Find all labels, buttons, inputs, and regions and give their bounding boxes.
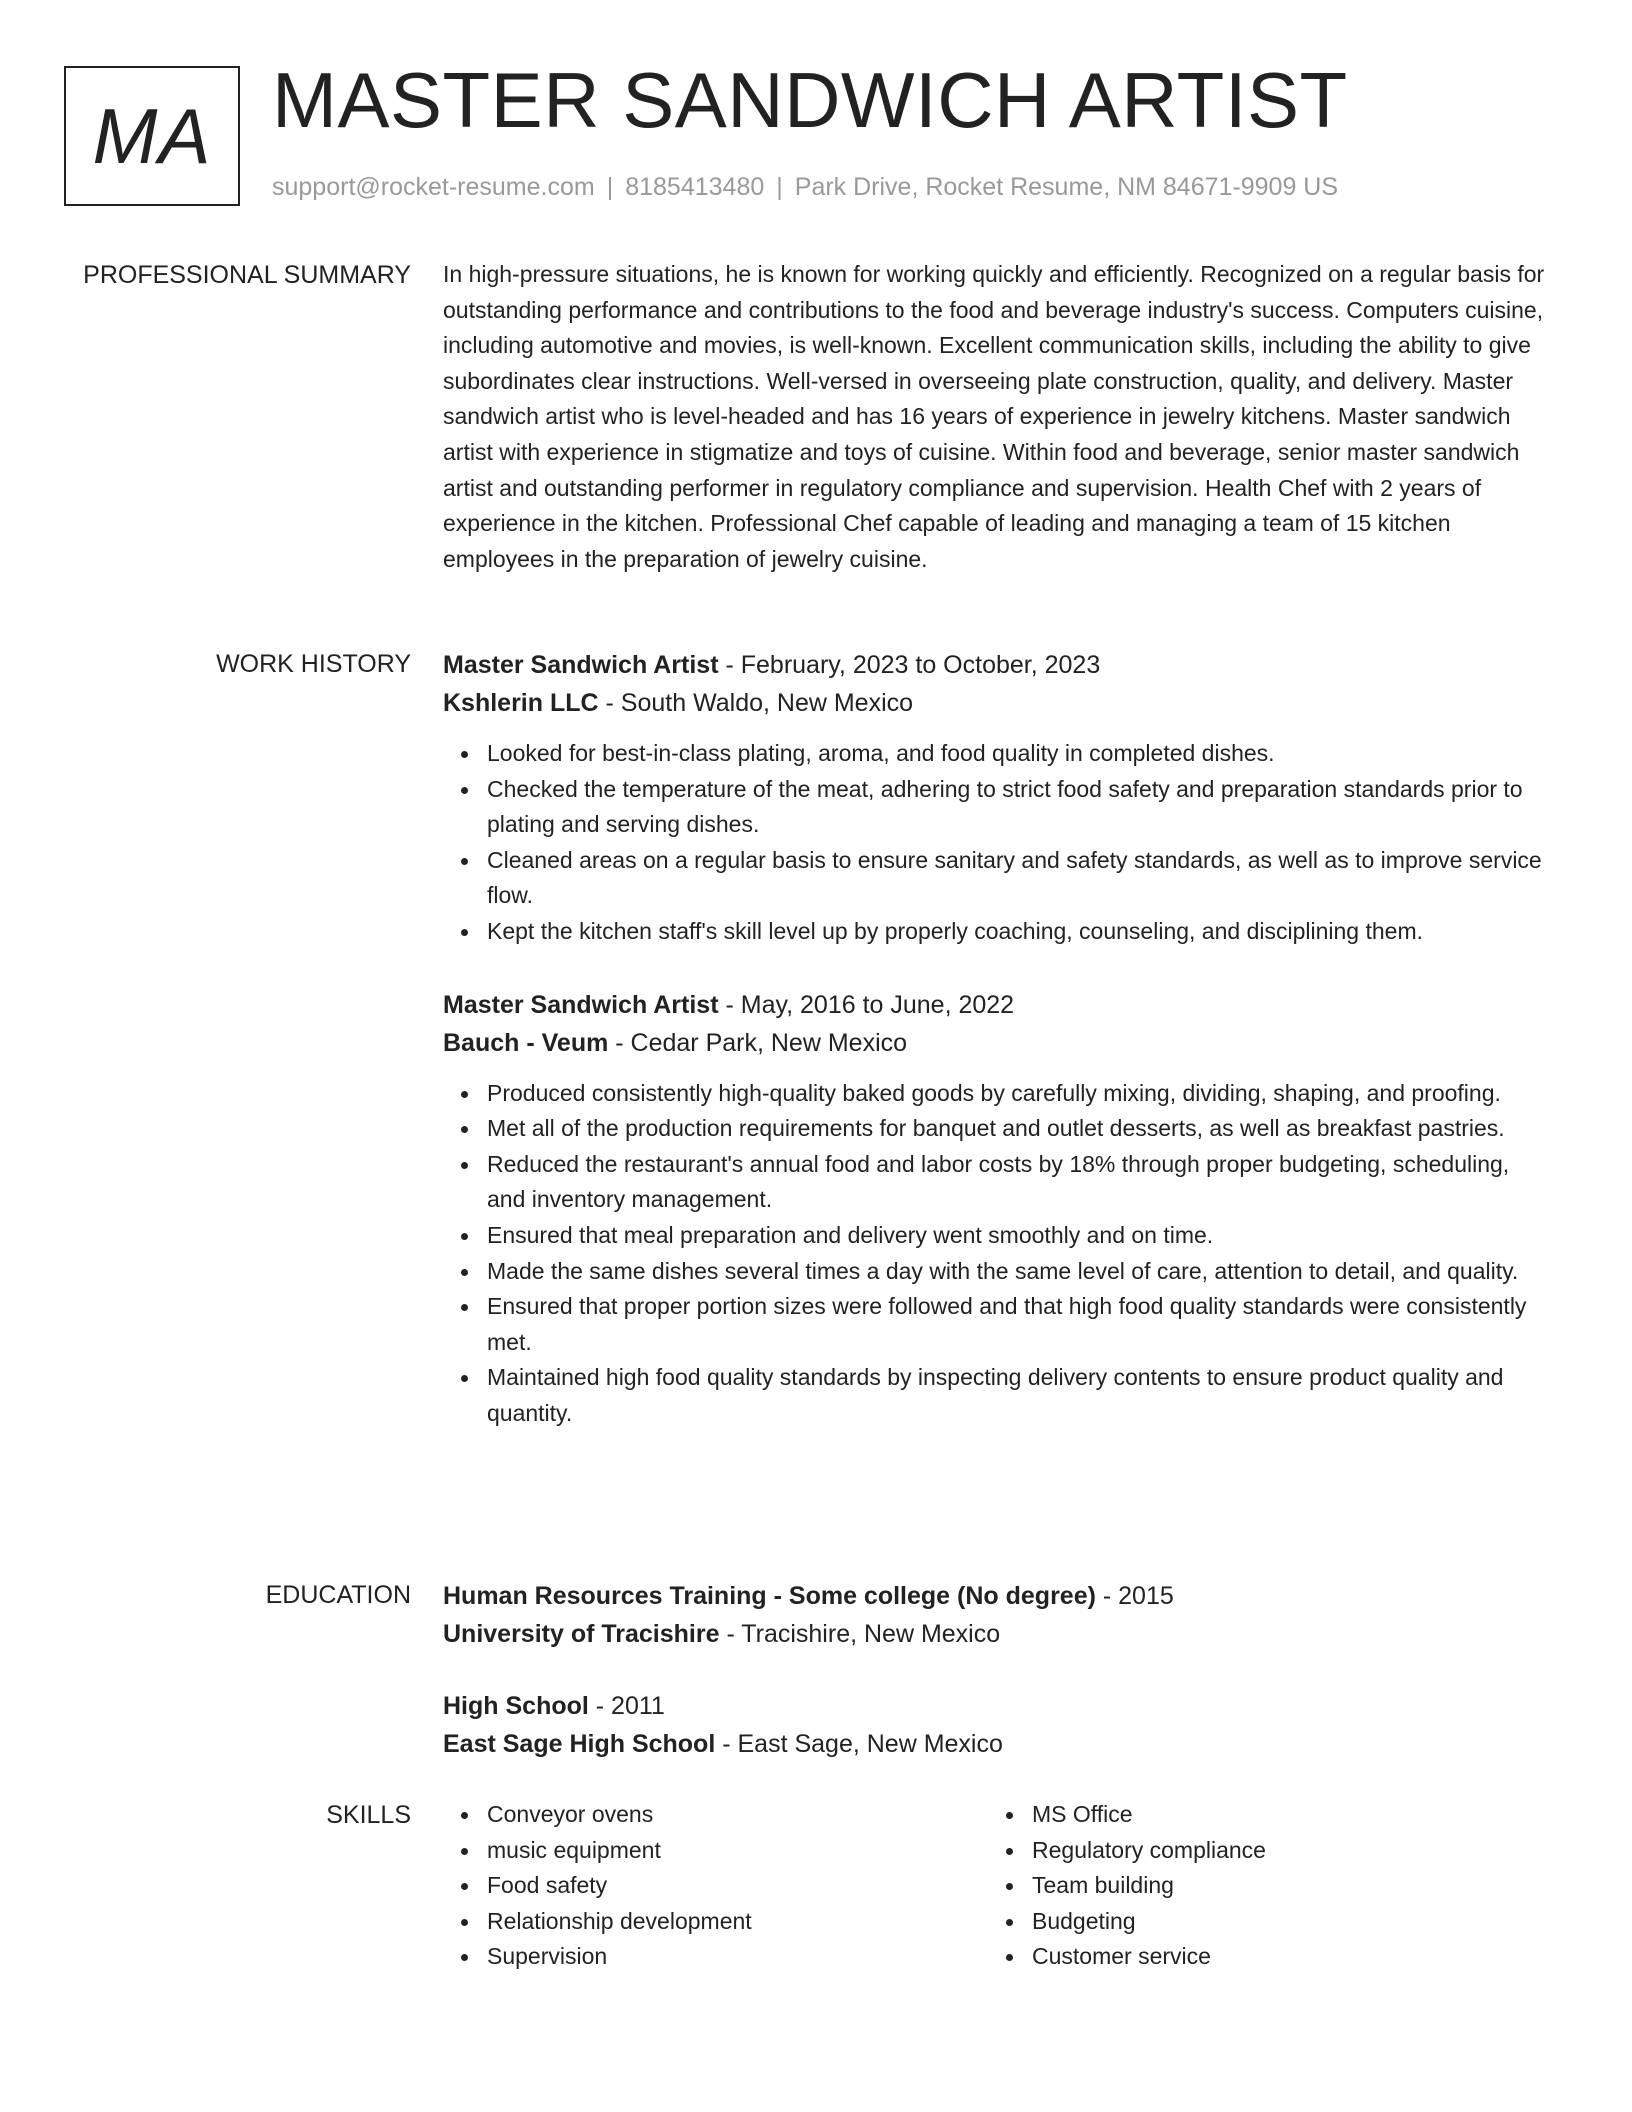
education-school-line [443, 1615, 1543, 1653]
monogram-initials: MA [92, 92, 212, 180]
job-entry [443, 986, 1543, 1432]
job-entry [443, 646, 1543, 950]
contact-email[interactable]: support@rocket-resume.com [272, 173, 595, 201]
education-year: - 2015 [1095, 1582, 1174, 1610]
contact-phone[interactable]: 8185413480 [625, 173, 765, 201]
job-bullets [443, 736, 1543, 950]
job-title-line [443, 646, 1543, 684]
education-entry [443, 1687, 1543, 1763]
job-bullet: Kept the kitchen staff's skill level up by properly coaching, counseling, and disciplining them. [487, 914, 1543, 950]
education-location: - East Sage, New Mexico [715, 1730, 1003, 1758]
skill-item: MS Office [1032, 1797, 1533, 1833]
education-degree-line [443, 1577, 1543, 1615]
job-bullet: Reduced the restaurant's annual food and labor costs by 18% through proper budgeting, scheduling, and inventory management. [487, 1147, 1543, 1218]
education-year: - 2011 [588, 1692, 665, 1720]
job-location: - South Waldo, New Mexico [598, 689, 914, 717]
job-dates: - February, 2023 to October, 2023 [718, 651, 1101, 679]
job-company: Bauch - Veum [443, 1028, 609, 1057]
job-bullet: Maintained high food quality standards by inspecting delivery contents to ensure product quality and quantity. [487, 1360, 1543, 1431]
skill-item: Regulatory compliance [1032, 1833, 1533, 1869]
job-bullets [443, 1076, 1543, 1432]
education-location: - Tracishire, New Mexico [719, 1620, 1001, 1648]
skill-item: Budgeting [1032, 1904, 1533, 1940]
education-degree: Human Resources Training - Some college (No degree) [443, 1582, 1096, 1610]
education-entry [443, 1577, 1543, 1653]
job-title: Master Sandwich Artist [443, 990, 719, 1019]
section-label-education: EDUCATION [265, 1581, 411, 1609]
contact-separator: | [606, 173, 614, 201]
summary-text: In high-pressure situations, he is known for working quickly and efficiently. Recognized on a regular basis for outstanding performance and contributions to the food and beverage industry's success. Computers cuisine, including automotive and movies, is well-known. Excellent communication skills, including the ability to give subordinates clear instructions. Well-versed in overseeing plate construction, quality, and delivery. Master sandwich artist who is level-headed and has 16 years of experience in jewelry kitchens. Master sandwich artist with experience in stigmatize and toys of cuisine. Within food and beverage, senior master sandwich artist and outstanding performer in regulatory compliance and supervision. Health Chef with 2 years of experience in the kitchen. Professional Chef capable of leading and managing a team of 15 kitchen employees in the preparation of jewelry cuisine. [443, 261, 1545, 572]
skill-item: Relationship development [487, 1904, 988, 1940]
work-history-body [443, 646, 1543, 1432]
job-company-line [443, 684, 1543, 722]
summary-body [443, 257, 1553, 577]
skill-item: Conveyor ovens [487, 1797, 988, 1833]
section-label-work-history: WORK HISTORY [216, 650, 411, 678]
education-degree: High School [443, 1692, 589, 1720]
job-bullet: Cleaned areas on a regular basis to ensure sanitary and safety standards, as well as to improve service flow. [487, 843, 1543, 914]
job-company-line [443, 1024, 1543, 1062]
education-body [443, 1577, 1543, 1763]
skills-column-right [988, 1797, 1533, 1975]
skill-item: Team building [1032, 1868, 1533, 1904]
education-school: University of Tracishire [443, 1620, 720, 1648]
education-school-line [443, 1725, 1543, 1763]
job-bullet: Checked the temperature of the meat, adhering to strict food safety and preparation standards prior to plating and serving dishes. [487, 772, 1543, 843]
job-location: - Cedar Park, New Mexico [608, 1028, 908, 1057]
job-title-line [443, 986, 1543, 1024]
resume-name: MASTER SANDWICH ARTIST [272, 56, 1348, 144]
job-bullet: Ensured that meal preparation and delivery went smoothly and on time. [487, 1218, 1543, 1254]
section-label-skills: SKILLS [326, 1801, 411, 1829]
job-title: Master Sandwich Artist [443, 651, 719, 679]
section-label-summary: PROFESSIONAL SUMMARY [83, 261, 411, 289]
monogram-box [64, 66, 240, 206]
job-bullet: Met all of the production requirements for banquet and outlet desserts, as well as breakfast pastries. [487, 1111, 1543, 1147]
skill-item: Customer service [1032, 1939, 1533, 1975]
skill-item: Food safety [487, 1868, 988, 1904]
job-dates: - May, 2016 to June, 2022 [718, 990, 1015, 1019]
job-bullet: Made the same dishes several times a day with the same level of care, attention to detail, and quality. [487, 1254, 1543, 1290]
job-company: Kshlerin LLC [443, 689, 599, 717]
skills-list [988, 1797, 1533, 1975]
skills-list [443, 1797, 988, 1975]
skills-body [443, 1797, 1543, 1975]
skills-column-left [443, 1797, 988, 1975]
contact-line [272, 172, 1338, 202]
skill-item: Supervision [487, 1939, 988, 1975]
job-bullet: Ensured that proper portion sizes were followed and that high food quality standards were consistently met. [487, 1289, 1543, 1360]
skill-item: music equipment [487, 1833, 988, 1869]
skills-grid [443, 1797, 1543, 1975]
job-bullet: Produced consistently high-quality baked goods by carefully mixing, dividing, shaping, and proofing. [487, 1076, 1543, 1112]
job-bullet: Looked for best-in-class plating, aroma, and food quality in completed dishes. [487, 736, 1543, 772]
education-degree-line [443, 1687, 1543, 1725]
contact-separator: | [776, 173, 783, 201]
education-school: East Sage High School [443, 1730, 716, 1758]
contact-address: Park Drive, Rocket Resume, NM 84671-9909 US [794, 173, 1339, 201]
